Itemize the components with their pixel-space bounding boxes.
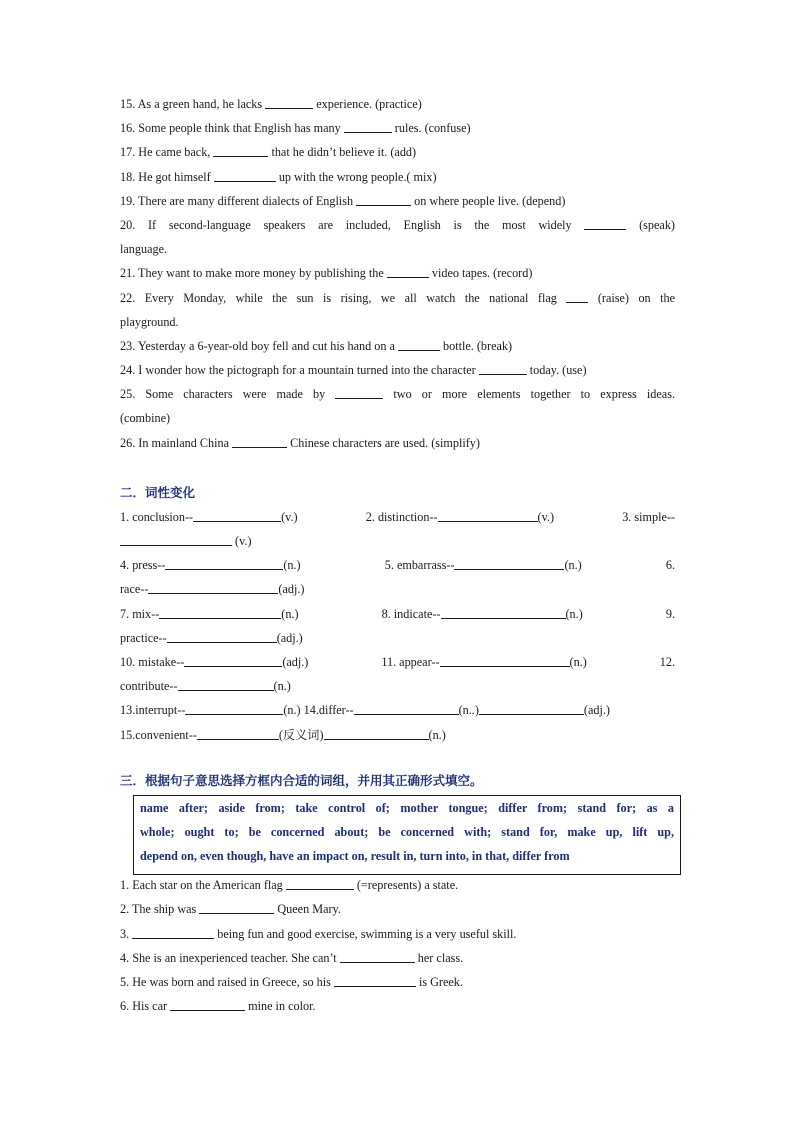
word-form-blank[interactable] <box>441 606 566 619</box>
sentence-hint: Chinese characters are used. (simplify) <box>287 435 480 450</box>
phrase-sentence-text: 6. His car <box>120 999 171 1014</box>
word-form-item <box>660 652 675 676</box>
phrase-sentence-hint: her class. <box>414 950 464 965</box>
part2-word-forms <box>120 507 675 749</box>
word-form-item <box>120 604 299 628</box>
phrase-sentence-blank[interactable] <box>334 974 416 987</box>
word-form-item <box>304 703 479 717</box>
word-form-blank[interactable] <box>148 581 278 594</box>
word-form-text: 10. mistake-- <box>120 654 185 669</box>
sentence-line <box>120 167 675 191</box>
word-form-blank[interactable] <box>167 630 277 643</box>
phrase-sentence-text: 4. She is an inexperienced teacher. She can’t <box>120 950 340 965</box>
word-form-item <box>120 534 252 548</box>
sentence-blank[interactable] <box>584 217 626 230</box>
sentence-text: 26. In mainland China <box>120 435 233 450</box>
sentence-text: 17. He came back, <box>120 145 214 160</box>
word-form-hint: (n.) <box>283 558 301 573</box>
word-form-blank[interactable] <box>438 509 538 522</box>
part1-sentences <box>120 94 675 457</box>
word-form-hint: (n.) <box>569 654 587 669</box>
phrase-sentence-line <box>120 875 675 899</box>
phrase-sentence-hint: being fun and good exercise, swimming is a very useful skill. <box>214 926 517 941</box>
sentence-text: 25. Some characters were made by <box>120 387 336 402</box>
word-form-hint: (v.) <box>232 534 252 548</box>
phrase-sentence-hint: (=represents) a state. <box>353 878 459 893</box>
word-form-blank[interactable] <box>324 727 429 740</box>
sentence-blank[interactable] <box>479 362 527 375</box>
sentence-text: 20. If second-language speakers are included, English is the most widely <box>120 217 585 232</box>
word-form-blank[interactable] <box>454 557 564 570</box>
word-form-text: 13.interrupt-- <box>120 703 186 718</box>
worksheet-page <box>120 94 675 1020</box>
word-form-blank[interactable] <box>354 702 459 715</box>
word-form-hint: (n.) <box>273 679 291 694</box>
part3-sentences <box>120 875 675 1020</box>
phrase-sentence-blank[interactable] <box>286 877 354 890</box>
sentence-line <box>120 360 675 384</box>
sentence-hint: two or more elements together to express ideas. <box>383 387 675 402</box>
word-form-hint: (v.) <box>537 509 554 524</box>
word-form-hint: (n..) <box>458 703 479 718</box>
phrase-sentence-text: 5. He was born and raised in Greece, so his <box>120 975 334 989</box>
word-form-text: 7. mix-- <box>120 606 160 621</box>
sentence-blank[interactable] <box>344 120 392 133</box>
word-form-item <box>120 679 291 693</box>
word-form-item <box>622 507 675 531</box>
phrase-sentence-line <box>120 996 675 1020</box>
sentence-line <box>120 191 675 215</box>
word-form-hint: (v.) <box>281 509 298 524</box>
sentence-line <box>120 408 675 432</box>
sentence-hint: on where people live. (depend) <box>411 193 566 208</box>
sentence-hint: that he didn’t believe it. (add) <box>268 145 417 160</box>
sentence-blank[interactable] <box>232 435 287 448</box>
sentence-hint: (speak) <box>626 217 675 232</box>
word-form-blank[interactable] <box>197 727 279 740</box>
word-form-hint: (n.) <box>565 606 583 621</box>
phrase-sentence-text: 1. Each star on the American flag <box>120 878 286 893</box>
word-form-blank[interactable] <box>120 533 232 546</box>
word-form-item <box>120 555 301 579</box>
sentence-blank[interactable] <box>398 338 440 351</box>
word-form-hint: (adj.) <box>282 654 309 669</box>
phrase-sentence-line <box>120 972 675 996</box>
word-form-item <box>120 703 304 717</box>
word-form-blank[interactable] <box>165 557 283 570</box>
sentence-hint: (raise) on the <box>588 290 675 305</box>
sentence-text: 18. He got himself <box>120 169 214 184</box>
sentence-text: 21. They want to make more money by publishing the <box>120 266 387 281</box>
word-form-line <box>120 555 675 579</box>
word-form-item <box>120 631 303 645</box>
word-form-item <box>666 555 675 579</box>
sentence-text: 23. Yesterday a 6-year-old boy fell and cut his hand on a <box>120 338 398 353</box>
word-form-item <box>324 728 446 742</box>
phrase-box-line: name after; aside from; take control of; mother tongue; differ from; stand for; as a <box>140 800 674 815</box>
sentence-blank[interactable] <box>265 96 313 109</box>
phrase-sentence-line <box>120 924 675 948</box>
word-form-text: 5. embarrass-- <box>384 558 455 573</box>
word-form-text: 11. appear-- <box>381 654 440 669</box>
word-form-blank[interactable] <box>159 606 281 619</box>
sentence-text: language. <box>120 242 168 257</box>
word-form-item <box>120 507 298 531</box>
word-form-blank[interactable] <box>440 654 570 667</box>
word-form-text: 2. distinction-- <box>365 509 438 524</box>
phrase-sentence-blank[interactable] <box>199 901 274 914</box>
word-form-text: 6. <box>665 558 675 573</box>
part3-heading: 三．根据句子意思选择方框内合适的词组，并用其正确形式填空。 <box>120 772 483 788</box>
word-form-blank[interactable] <box>193 509 281 522</box>
word-form-blank[interactable] <box>479 702 584 715</box>
sentence-line <box>120 118 675 142</box>
sentence-hint: up with the wrong people.( mix) <box>275 169 437 184</box>
sentence-line <box>120 142 675 166</box>
word-form-item <box>382 604 583 628</box>
word-form-text: practice-- <box>120 630 167 645</box>
sentence-text: 15. As a green hand, he lacks <box>120 97 266 111</box>
word-form-text: 1. conclusion-- <box>120 509 194 524</box>
word-form-item <box>120 728 324 742</box>
phrase-sentence-blank[interactable] <box>132 926 214 939</box>
sentence-hint: today. (use) <box>526 363 587 378</box>
sentence-blank[interactable] <box>214 169 276 182</box>
sentence-line <box>120 384 675 408</box>
sentence-line <box>120 288 675 312</box>
word-form-item <box>385 555 582 579</box>
sentence-line <box>120 263 675 287</box>
phrase-box-line: whole; ought to; be concerned about; be concerned with; stand for, make up, lift up, <box>140 824 674 839</box>
word-form-hint: (adj.) <box>276 630 303 645</box>
sentence-blank[interactable] <box>356 193 411 206</box>
sentence-text: playground. <box>120 314 179 329</box>
phrase-box <box>133 795 681 876</box>
word-form-line <box>120 628 675 652</box>
word-form-hint: (n.) <box>564 558 582 573</box>
part2-heading: 二．词性变化 <box>120 484 196 500</box>
word-form-blank[interactable] <box>178 678 274 691</box>
word-form-text: 3. simple-- <box>622 509 675 524</box>
word-form-line <box>120 531 675 555</box>
word-form-hint: (n.) <box>428 727 446 742</box>
sentence-line <box>120 94 675 118</box>
phrase-sentence-hint: Queen Mary. <box>274 902 341 917</box>
word-form-line <box>120 700 675 724</box>
word-form-text: 4. press-- <box>120 558 166 573</box>
sentence-blank[interactable] <box>566 290 588 303</box>
sentence-blank[interactable] <box>213 144 268 157</box>
word-form-text: 12. <box>659 654 675 669</box>
word-form-item <box>479 703 610 717</box>
sentence-line <box>120 433 675 457</box>
sentence-hint: bottle. (break) <box>439 338 513 353</box>
word-form-item <box>666 604 675 628</box>
word-form-line <box>120 507 675 531</box>
phrase-sentence-line <box>120 899 675 923</box>
sentence-blank[interactable] <box>387 265 429 278</box>
word-form-item <box>366 507 554 531</box>
sentence-line <box>120 215 675 239</box>
word-form-line <box>120 676 675 700</box>
sentence-hint: video tapes. (record) <box>428 266 533 281</box>
sentence-hint: rules. (confuse) <box>391 121 471 136</box>
word-form-blank[interactable] <box>184 654 282 667</box>
phrase-sentence-hint: is Greek. <box>415 975 463 989</box>
phrase-sentence-text: 3. <box>120 926 133 941</box>
phrase-sentence-hint: mine in color. <box>245 999 316 1014</box>
word-form-hint: (n.) <box>281 606 299 621</box>
word-form-line <box>120 725 675 749</box>
phrase-sentence-blank[interactable] <box>170 998 245 1011</box>
word-form-text: 9. <box>665 606 675 621</box>
phrase-box-line: depend on, even though, have an impact on, result in, turn into, in that, differ from <box>140 849 570 864</box>
sentence-hint: experience. (practice) <box>313 97 422 111</box>
sentence-line <box>120 312 675 336</box>
word-form-hint: (adj.) <box>278 582 305 597</box>
sentence-text: 24. I wonder how the pictograph for a mountain turned into the character <box>120 363 479 378</box>
word-form-item <box>381 652 586 676</box>
sentence-line <box>120 239 675 263</box>
word-form-line <box>120 652 675 676</box>
word-form-text: 15.convenient-- <box>120 727 197 742</box>
word-form-blank[interactable] <box>185 702 283 715</box>
word-form-hint: (adj.) <box>583 703 610 718</box>
sentence-line <box>120 336 675 360</box>
word-form-hint: (反义词) <box>278 727 324 742</box>
sentence-text: (combine) <box>120 411 171 426</box>
word-form-item <box>120 582 304 596</box>
word-form-text: contribute-- <box>120 679 178 694</box>
sentence-blank[interactable] <box>335 386 383 399</box>
phrase-sentence-blank[interactable] <box>340 950 415 963</box>
sentence-text: 16. Some people think that English has many <box>120 121 344 136</box>
word-form-text: race-- <box>120 582 149 597</box>
word-form-text: 8. indicate-- <box>381 606 441 621</box>
phrase-sentence-text: 2. The ship was <box>120 902 200 917</box>
word-form-hint: (n.) <box>283 703 304 718</box>
phrase-sentence-line <box>120 948 675 972</box>
sentence-text: 22. Every Monday, while the sun is rising, we all watch the national flag <box>120 290 567 305</box>
word-form-item <box>120 652 308 676</box>
word-form-line <box>120 579 675 603</box>
word-form-line <box>120 604 675 628</box>
word-form-text: 14.differ-- <box>303 703 354 718</box>
sentence-text: 19. There are many different dialects of English <box>120 193 357 208</box>
